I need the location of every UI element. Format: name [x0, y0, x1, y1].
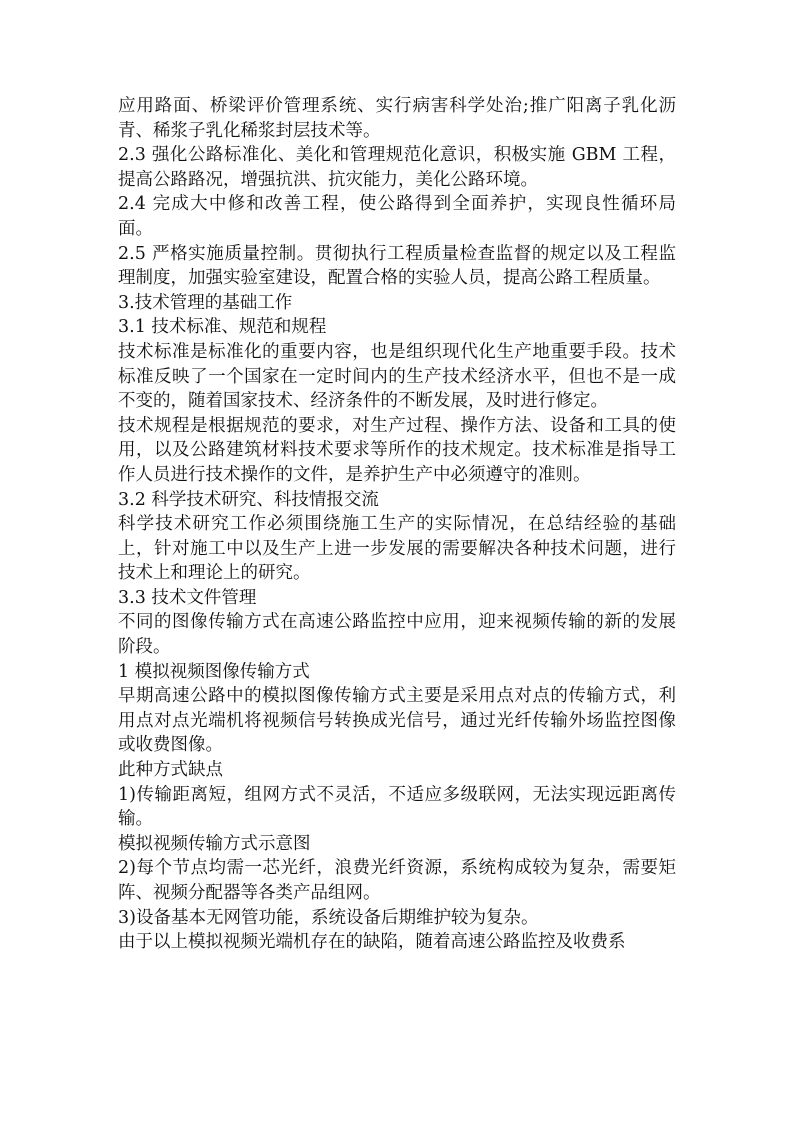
list-item-disadvantage-1: 1)传输距离短，组网方式不灵活，不适应多级联网，无法实现远距离传输。: [118, 784, 676, 830]
paragraph-image-transmission-intro: 不同的图像传输方式在高速公路监控中应用，迎来视频传输的新的发展阶段。: [118, 612, 676, 658]
paragraph-road-evaluation: 应用路面、桥梁评价管理系统、实行病害科学处治;推广阳离子乳化沥青、稀浆子乳化稀浆封层技术等。: [118, 96, 676, 141]
paragraph-2-3-standardization: 2.3 强化公路标准化、美化和管理规范化意识，积极实施 GBM 工程，提高公路路况，增强抗洪、抗灾能力，美化公路环境。: [118, 145, 676, 190]
subsection-heading-3-1: 3.1 技术标准、规范和规程: [118, 317, 327, 338]
heading-analog-video: 1 模拟视频图像传输方式: [118, 661, 310, 682]
paragraph-conclusion-partial: 由于以上模拟视频光端机存在的缺陷，随着高速公路监控及收费系: [118, 932, 626, 953]
subsection-heading-3-2: 3.2 科学技术研究、科技情报交流: [118, 489, 379, 510]
paragraph-technical-standards: 技术标准是标准化的重要内容，也是组织现代化生产地重要手段。技术标准反映了一个国家在一定时间内的生产技术经济水平，但也不是一成不变的，随着国家技术、经济条件的不断发展，及时进行修定。: [118, 341, 676, 412]
paragraph-2-5-quality-control: 2.5 严格实施质量控制。贯彻执行工程质量检查监督的规定以及工程监理制度，加强实验室建设，配置合格的实验人员，提高公路工程质量。: [118, 243, 676, 289]
document-page: [118, 94, 676, 955]
paragraph-2-4-maintenance: 2.4 完成大中修和改善工程，使公路得到全面养护，实现良性循环局面。: [118, 194, 676, 239]
subsection-heading-3-3: 3.3 技术文件管理: [118, 587, 257, 608]
paragraph-technical-regulations: 技术规程是根据规范的要求，对生产过程、操作方法、设备和工具的使用，以及公路建筑材料技术要求等所作的技术规定。技术标准是指导工作人员进行技术操作的文件，是养护生产中必须遵守的准则。: [118, 415, 676, 485]
section-heading-3: 3.技术管理的基础工作: [118, 292, 293, 313]
figure-caption-analog-video: 模拟视频传输方式示意图: [118, 833, 311, 854]
paragraph-research: 科学技术研究工作必须围绕施工生产的实际情况，在总结经验的基础上，针对施工中以及生产上进一步发展的需要解决各种技术问题，进行技术上和理论上的研究。: [118, 514, 676, 584]
heading-disadvantages: 此种方式缺点: [118, 760, 223, 781]
paragraph-analog-video-description: 早期高速公路中的模拟图像传输方式主要是采用点对点的传输方式，利用点对点光端机将视频信号转换成光信号，通过光纤传输外场监控图像或收费图像。: [118, 686, 676, 756]
list-item-disadvantage-2: 2)每个节点均需一芯光纤，浪费光纤资源，系统构成较为复杂，需要矩阵、视频分配器等各类产品组网。: [118, 858, 676, 903]
list-item-disadvantage-3: 3)设备基本无网管功能，系统设备后期维护较为复杂。: [118, 907, 539, 928]
